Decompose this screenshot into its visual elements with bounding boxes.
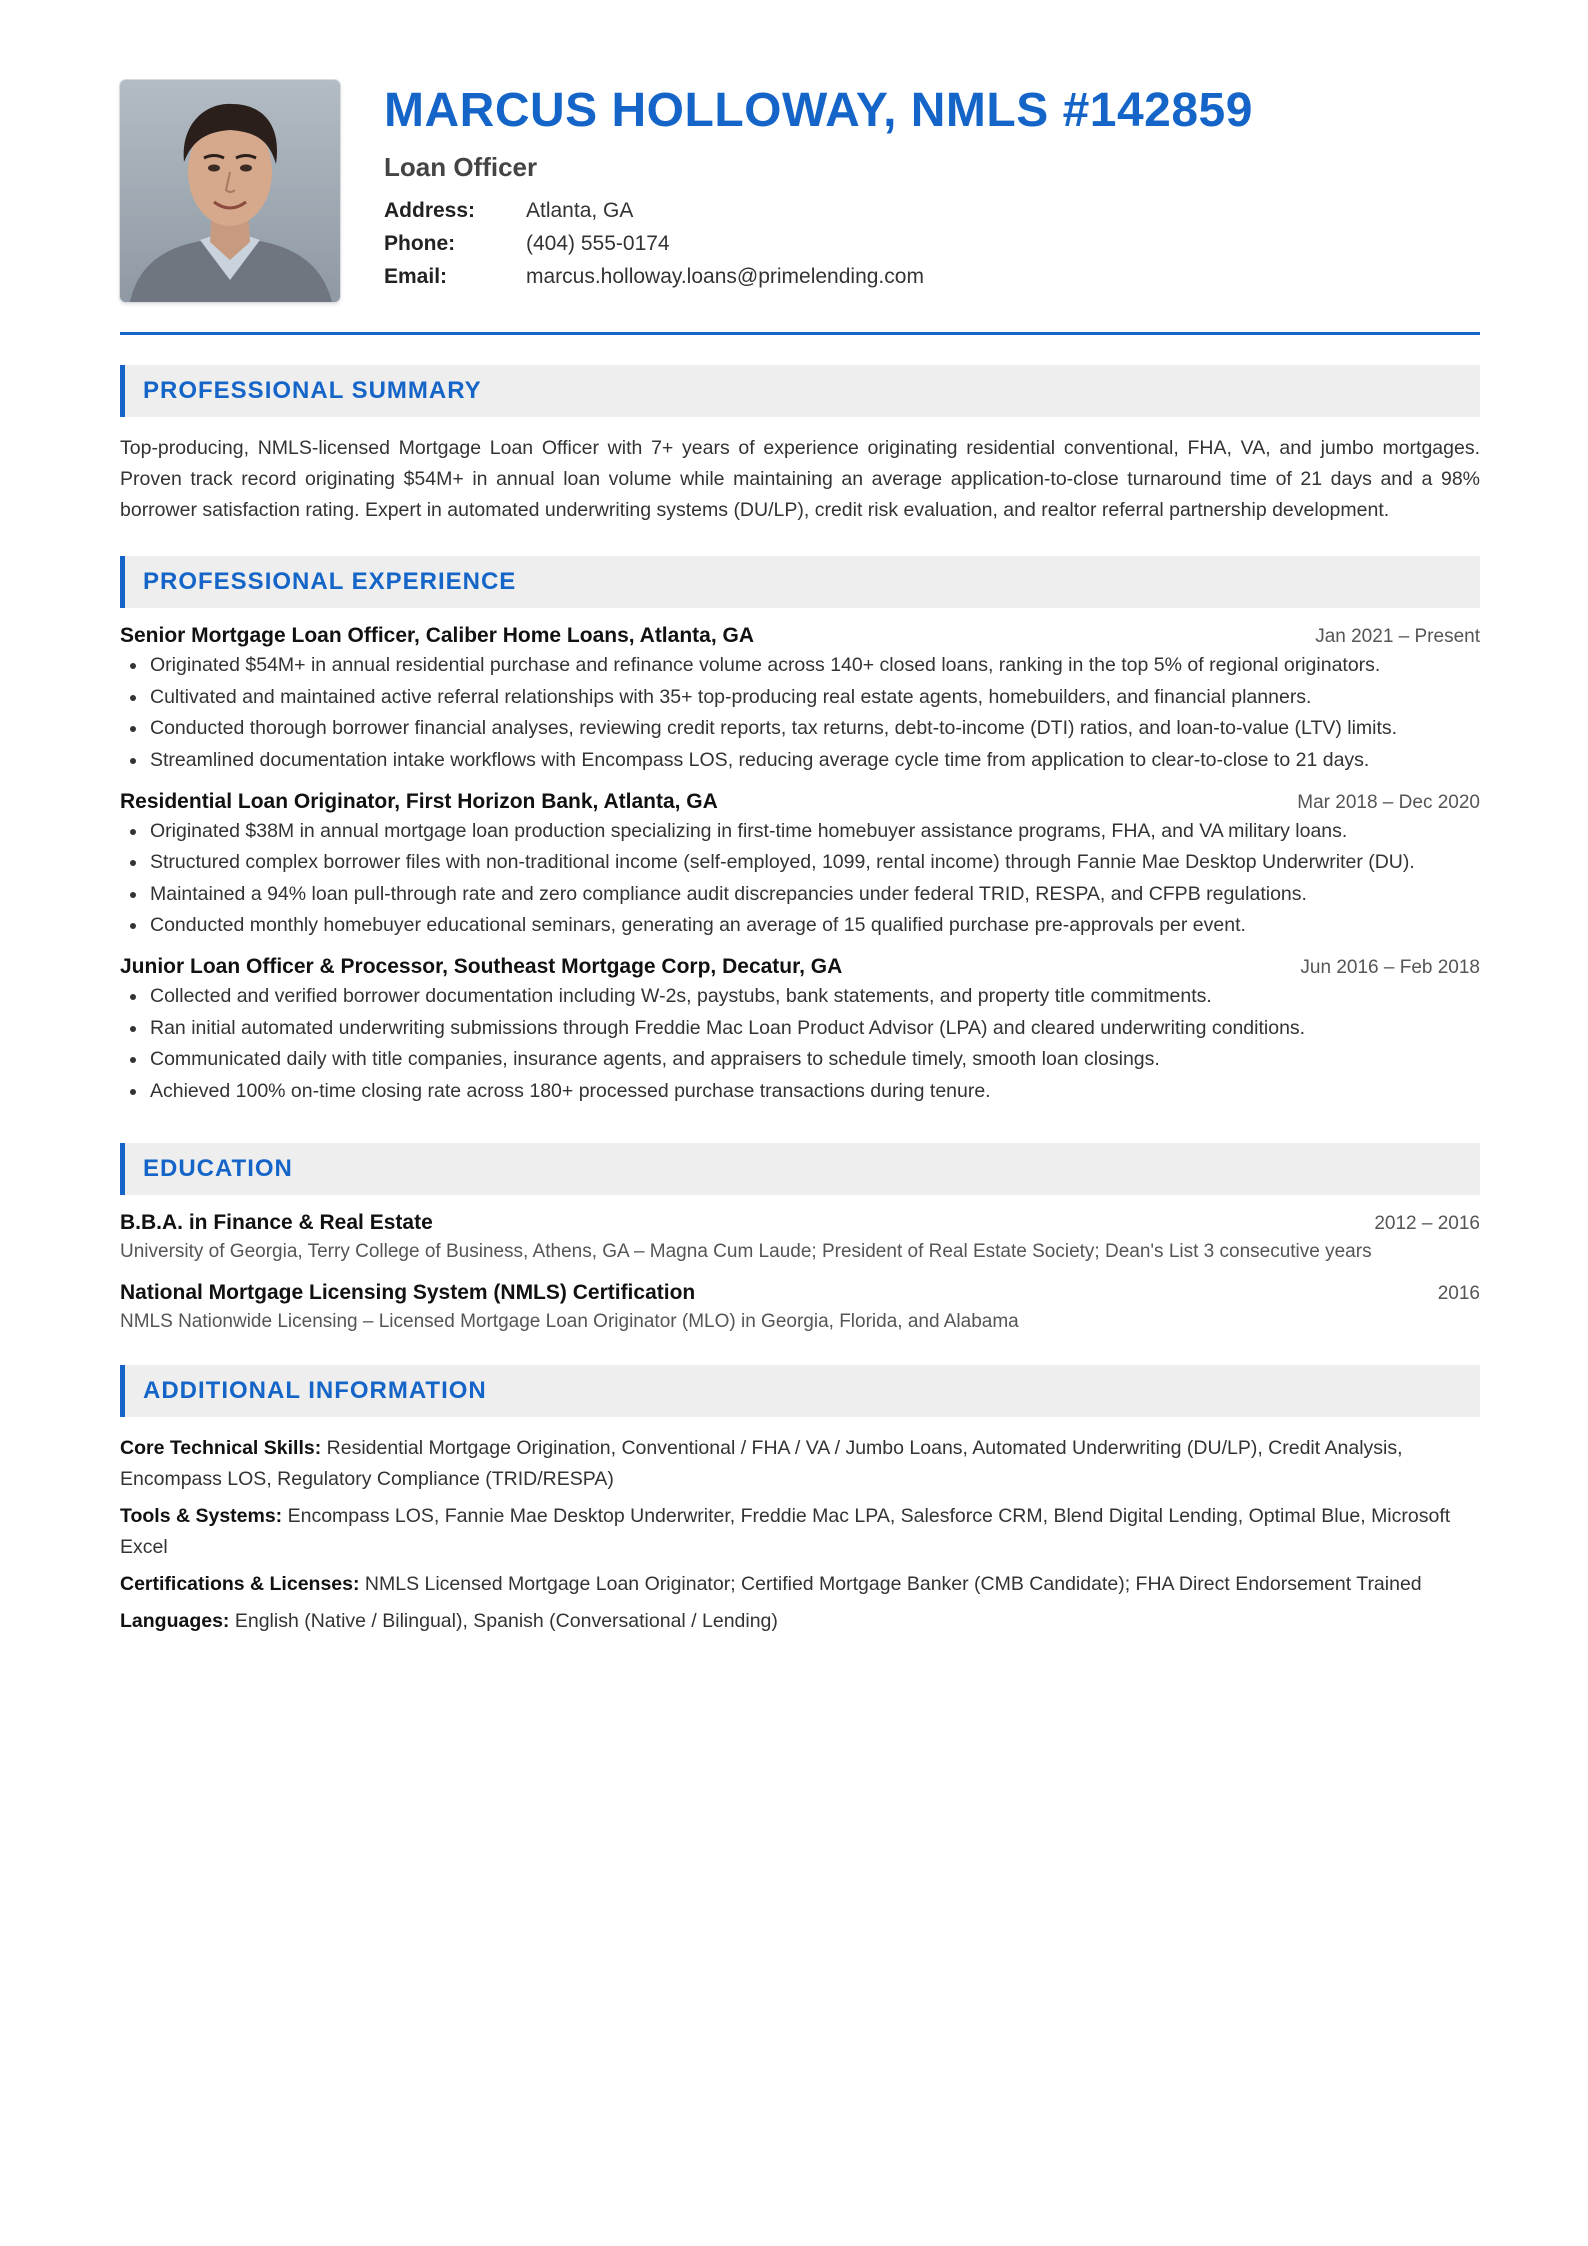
info-value: NMLS Licensed Mortgage Loan Originator; Certified Mortgage Banker (CMB Candidate); FHA Direct Endorsement Trained bbox=[364, 1572, 1422, 1595]
additional-info-item bbox=[120, 1433, 1480, 1495]
info-label: Languages: bbox=[120, 1609, 230, 1632]
section-heading-education bbox=[120, 1143, 1480, 1195]
job-bullet: • Conducted monthly homebuyer educational seminars, generating an average of 15 qualified purchase pre-approvals per event. bbox=[148, 912, 1480, 939]
education-title: B.B.A. in Finance & Real Estate bbox=[120, 1210, 433, 1234]
job-bullets bbox=[120, 983, 1480, 1105]
candidate-name: MARCUS HOLLOWAY, NMLS #142859 bbox=[384, 84, 1253, 137]
contact-value[interactable]: marcus.holloway.loans@primelending.com bbox=[526, 265, 924, 288]
job-bullet: • Collected and verified borrower documentation including W-2s, paystubs, bank statements, and property title commitments. bbox=[148, 983, 1480, 1010]
job-title: Junior Loan Officer & Processor, Southeast Mortgage Corp, Decatur, GA bbox=[120, 955, 843, 978]
info-value: English (Native / Bilingual), Spanish (Conversational / Lending) bbox=[234, 1609, 778, 1632]
contact-label: Phone: bbox=[384, 232, 456, 255]
job-entry bbox=[120, 624, 1480, 774]
education-dates: 2016 bbox=[1437, 1282, 1480, 1304]
info-label: Certifications & Licenses: bbox=[120, 1572, 360, 1595]
additional-info-item bbox=[120, 1569, 1480, 1600]
resume-page bbox=[120, 80, 1480, 1637]
education-dates: 2012 – 2016 bbox=[1374, 1212, 1480, 1234]
section-title: PROFESSIONAL EXPERIENCE bbox=[143, 568, 517, 595]
contact-label: Email: bbox=[384, 265, 448, 288]
job-bullet: • Originated $54M+ in annual residential purchase and refinance volume across 140+ closed loans, ranking in the top 5% of regional originators. bbox=[148, 652, 1480, 679]
section-heading-experience bbox=[120, 556, 1480, 608]
job-bullets bbox=[120, 818, 1480, 940]
job-dates: Mar 2018 – Dec 2020 bbox=[1297, 791, 1480, 813]
job-bullet: • Originated $38M in annual mortgage loan production specializing in first-time homebuyer assistance programs, FHA, and VA military loans. bbox=[148, 818, 1480, 845]
profile-photo bbox=[120, 80, 340, 302]
education-detail: University of Georgia, Terry College of Business, Athens, GA – Magna Cum Laude; President of Real Estate Society; Dean's List 3 consecutive years bbox=[120, 1240, 1372, 1262]
resume-header bbox=[120, 80, 1480, 302]
contact-value: Atlanta, GA bbox=[526, 199, 634, 222]
contact-email bbox=[384, 260, 1480, 293]
contact-phone bbox=[384, 227, 1480, 260]
education-entry bbox=[120, 1281, 1480, 1335]
contact-address bbox=[384, 194, 1480, 227]
education-entry bbox=[120, 1211, 1480, 1265]
section-heading-additional bbox=[120, 1365, 1480, 1417]
section-title: PROFESSIONAL SUMMARY bbox=[143, 377, 482, 404]
info-value: Encompass LOS, Fannie Mae Desktop Underwriter, Freddie Mac LPA, Salesforce CRM, Blend Digital Lending, Optimal Blue, Microsoft Excel bbox=[120, 1504, 1451, 1558]
section-title: EDUCATION bbox=[143, 1154, 293, 1182]
contact-block bbox=[384, 194, 1480, 293]
job-bullet: • Conducted thorough borrower financial analyses, reviewing credit reports, tax returns, debt-to-income (DTI) ratios, and loan-to-value (LTV) limits. bbox=[148, 715, 1480, 742]
candidate-title: Loan Officer bbox=[384, 152, 538, 182]
header-divider bbox=[120, 332, 1480, 335]
job-bullet: • Ran initial automated underwriting submissions through Freddie Mac Loan Product Advisor (LPA) and cleared underwriting conditions. bbox=[148, 1015, 1480, 1042]
job-title: Senior Mortgage Loan Officer, Caliber Home Loans, Atlanta, GA bbox=[120, 624, 754, 647]
job-bullet: • Achieved 100% on-time closing rate across 180+ processed purchase transactions during tenure. bbox=[148, 1078, 1480, 1105]
job-bullet: • Streamlined documentation intake workflows with Encompass LOS, reducing average cycle time from application to clear-to-close to 21 days. bbox=[148, 747, 1480, 774]
section-heading-summary bbox=[120, 365, 1480, 417]
summary-text: Top-producing, NMLS-licensed Mortgage Loan Officer with 7+ years of experience originating residential conventional, FHA, VA, and jumbo mortgages. Proven track record originating $54M+ in annual loan volume while maintaining an average application-to-close turnaround time of 21 days and a 98% borrower satisfaction rating. Expert in automated underwriting systems (DU/LP), credit risk evaluation, and realtor referral partnership development. bbox=[120, 437, 1480, 521]
section-title: ADDITIONAL INFORMATION bbox=[143, 1376, 487, 1404]
job-title: Residential Loan Originator, First Horizon Bank, Atlanta, GA bbox=[120, 789, 718, 813]
job-bullet: • Communicated daily with title companies, insurance agents, and appraisers to schedule timely, smooth loan closings. bbox=[148, 1046, 1480, 1073]
additional-info-item bbox=[120, 1606, 1480, 1637]
contact-label: Address: bbox=[384, 199, 476, 222]
job-entry bbox=[120, 790, 1480, 940]
job-dates: Jan 2021 – Present bbox=[1315, 626, 1480, 647]
additional-info-item bbox=[120, 1501, 1480, 1563]
job-dates: Jun 2016 – Feb 2018 bbox=[1300, 957, 1480, 978]
job-entry bbox=[120, 955, 1480, 1105]
header-text bbox=[384, 80, 1480, 293]
job-bullet: • Structured complex borrower files with non-traditional income (self-employed, 1099, rental income) through Fannie Mae Desktop Underwriter (DU). bbox=[148, 849, 1480, 876]
contact-value: (404) 555-0174 bbox=[526, 232, 670, 255]
education-detail: NMLS Nationwide Licensing – Licensed Mortgage Loan Originator (MLO) in Georgia, Florida, and Alabama bbox=[120, 1310, 1019, 1332]
job-bullets bbox=[120, 652, 1480, 774]
info-value: Residential Mortgage Origination, Conventional / FHA / VA / Jumbo Loans, Automated Underwriting (DU/LP), Credit Analysis, Encompass LOS, Regulatory Compliance (TRID/RESPA) bbox=[120, 1436, 1403, 1490]
job-bullet: • Cultivated and maintained active referral relationships with 35+ top-producing real estate agents, homebuilders, and financial planners. bbox=[148, 684, 1480, 711]
additional-info-list bbox=[120, 1433, 1480, 1637]
info-label: Tools & Systems: bbox=[120, 1504, 283, 1527]
education-title: National Mortgage Licensing System (NMLS) Certification bbox=[120, 1280, 696, 1304]
info-label: Core Technical Skills: bbox=[120, 1436, 322, 1459]
job-bullet: • Maintained a 94% loan pull-through rate and zero compliance audit discrepancies under federal TRID, RESPA, and CFPB regulations. bbox=[148, 881, 1480, 908]
